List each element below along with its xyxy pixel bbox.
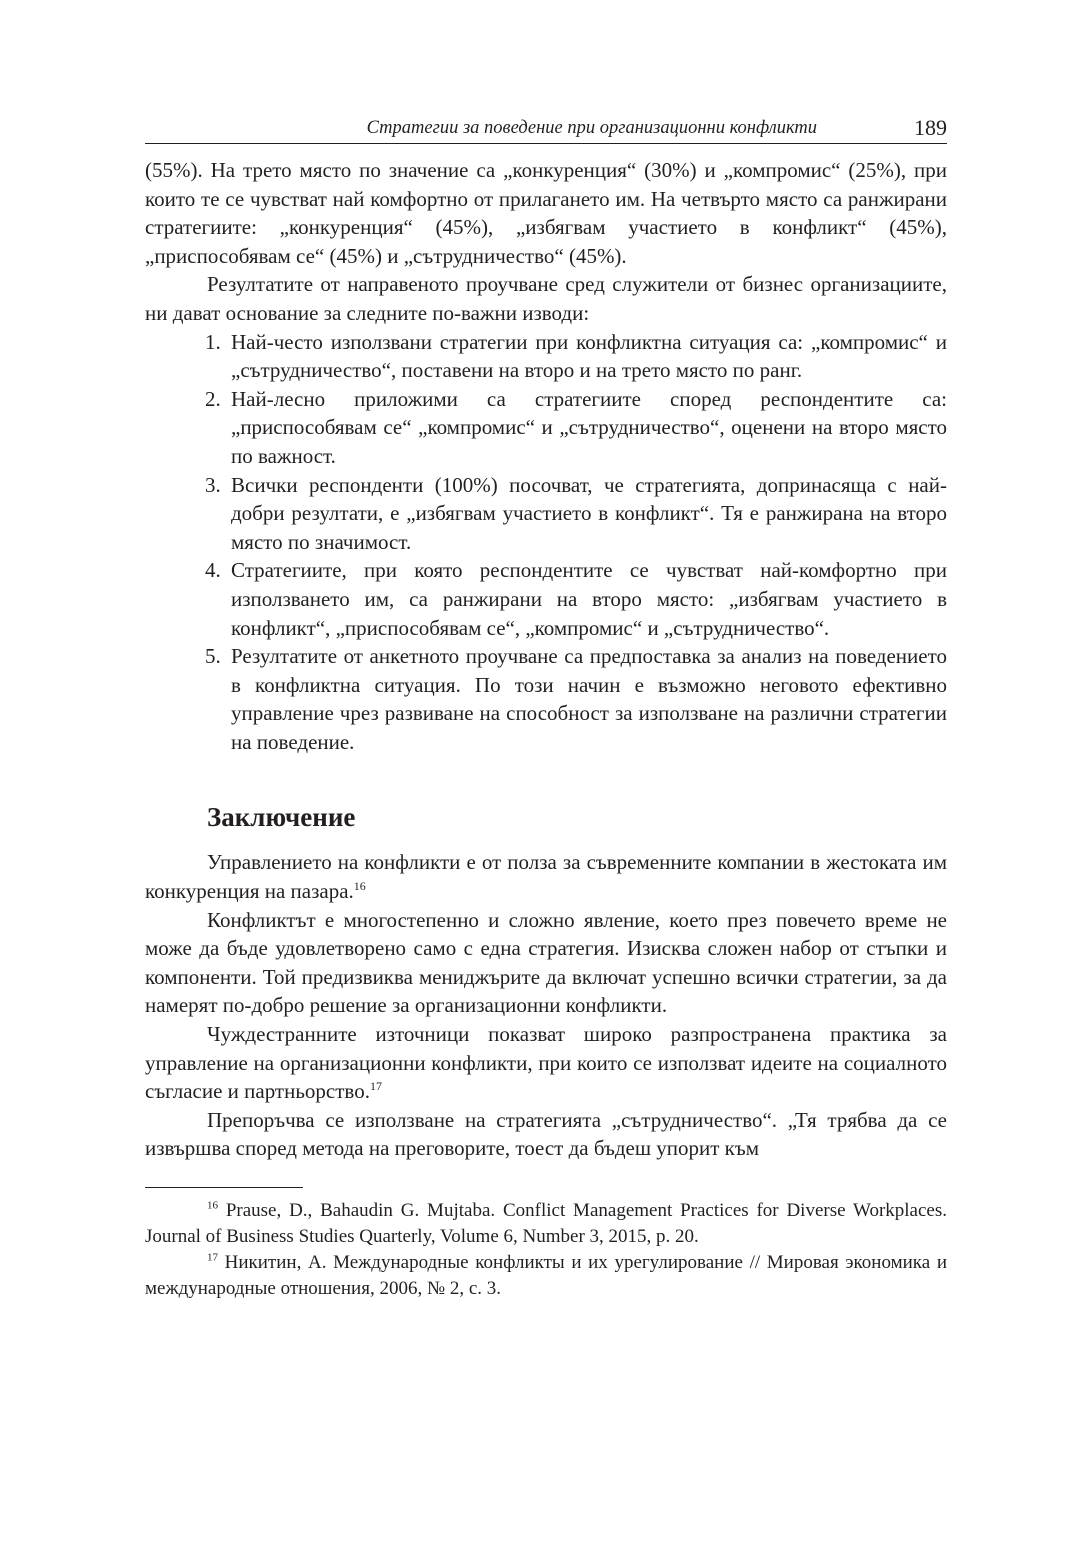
conclusion-paragraph-3-text: Чуждестранните източници показват широко разпространена практика за управление на организационни конфликти, при които се използват идеите на социалното съгласие и партньорство. (145, 1022, 947, 1104)
list-item-number: 4. (205, 558, 221, 583)
main-text (145, 156, 947, 1163)
list-item-text: Резултатите от анкетното проучване са предпоставка за анализ на поведението в конфликтна ситуация. По този начин е възможно неговото ефективно управление чрез развиване на способност за използване на различни стратегии на поведение. (231, 644, 947, 754)
footnote-divider (145, 1187, 303, 1188)
footnote-ref-16[interactable]: 16 (353, 879, 366, 894)
footnote-mark: 17 (207, 1251, 218, 1264)
running-header (145, 113, 947, 144)
footnote-ref-17[interactable]: 17 (369, 1079, 382, 1094)
list-item-number: 1. (205, 329, 221, 354)
footnote-text: Prause, D., Bahaudin G. Mujtaba. Conflict Management Practices for Diverse Workplaces. Journal of Business Studies Quarterly, Volume 6, Number 3, 2015, p. 20. (145, 1200, 947, 1247)
list-item-text: Всички респонденти (100%) посочват, че стратегията, допринасяща с най-добри резултати, е „избягвам участието в конфликт“. Тя е ранжирана на второ място по значимост. (231, 472, 947, 554)
list-item-text: Най-често използвани стратегии при конфликтна ситуация са: „компромис“ и „сътрудничество“, поставени на второ и на трето място по ранг. (231, 329, 947, 383)
conclusion-paragraph-1 (145, 848, 947, 905)
footnote-mark: 16 (207, 1199, 218, 1212)
footnote-17 (145, 1250, 947, 1302)
conclusion-paragraph-1-text: Управлението на конфликти е от полза за съвременните компании в жестоката им конкуренция на пазара. (145, 850, 947, 904)
findings-list (145, 328, 947, 757)
list-item-number: 5. (205, 644, 221, 669)
list-item-text: Най-лесно приложими са стратегиите според респондентите са: „приспособявам се“ „компромис“ и „сътрудничество“, оценени на второ място по важност. (231, 386, 947, 468)
list-item (205, 471, 947, 557)
conclusion-paragraph-3 (145, 1020, 947, 1106)
conclusion-paragraph-4: Препоръчва се използване на стратегията „сътрудничество“. „Тя трябва да се извършва според метода на преговорите, тоест да бъдеш упорит към (145, 1107, 947, 1161)
footnote-text: Никитин, А. Международные конфликты и их урегулирование // Мировая экономика и международные отношения, 2006, № 2, с. 3. (145, 1252, 947, 1299)
book-page (145, 113, 947, 1302)
paragraph-results: Резултатите от направеното проучване сред служители от бизнес организациите, ни дават основание за следните по-важни изводи: (145, 272, 947, 325)
running-title: Стратегии за поведение при организационни конфликти (366, 118, 817, 138)
page-number: 189 (914, 115, 947, 140)
conclusion-heading: Заключение (207, 802, 356, 833)
list-item-text: Стратегиите, при която респондентите се чувстват най-комфортно при използването им, са ранжирани на второ място: „избягвам участието в конфликт“, „приспособявам се“, „компромис“ и „сътрудничество“. (231, 558, 947, 640)
list-item (205, 328, 947, 385)
paragraph-intro: (55%). На трето място по значение са „конкуренция“ (30%) и „компромис“ (25%), при които те се чувстват най комфортно от прилагането им. На четвърто място са ранжирани стратегиите: „конкуренция“ (45%), „избягвам участието в конфликт“ (45%), „приспособявам се“ (45%) и „сътрудничество“ (45%). (145, 158, 947, 268)
list-item (205, 642, 947, 756)
footnotes (145, 1198, 947, 1302)
list-item-number: 3. (205, 472, 221, 497)
list-item-number: 2. (205, 386, 221, 411)
footnote-16 (145, 1198, 947, 1250)
conclusion-paragraph-2: Конфликтът е многостепенно и сложно явление, което през повечето време не може да бъде удовлетворено само с една стратегия. Изисква сложен набор от стъпки и компоненти. Той предизвиква мениджърите да включат успешно всички стратегии, за да намерят по-добро решение за организационни конфликти. (145, 907, 947, 1018)
list-item (205, 556, 947, 642)
list-item (205, 385, 947, 471)
